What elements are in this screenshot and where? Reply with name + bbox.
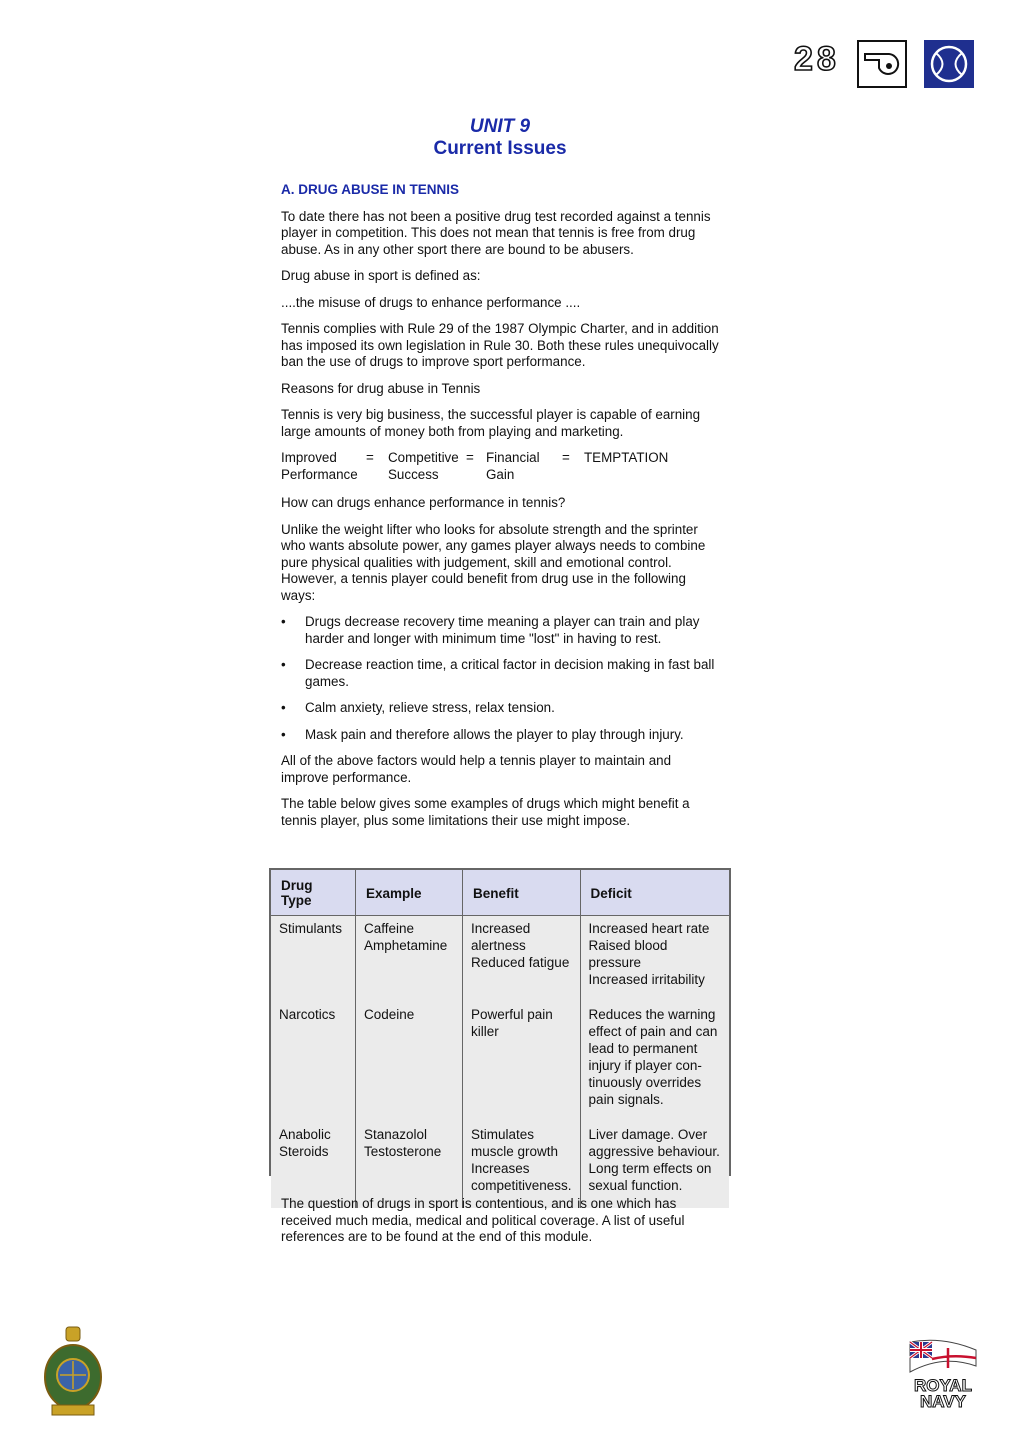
list-item: • Calm anxiety, relieve stress, relax tension.: [281, 700, 555, 715]
bullet-icon: •: [281, 657, 286, 672]
table-cell: Anabolic Steroids: [271, 1108, 356, 1208]
bullet-icon: •: [281, 726, 286, 742]
table-cell: Reduces the warning effect of pain and can lead to permanent injury if player con-tinuously overrides pain signals.: [580, 988, 729, 1108]
list-item: • Decrease reaction time, a critical factor in decision making in fast ball games.: [281, 657, 715, 689]
equation-term: Financial Gain: [486, 450, 540, 482]
drug-table: [269, 868, 731, 1193]
column-header: Example: [356, 870, 463, 916]
table-cell: Codeine: [356, 988, 463, 1108]
bullet-icon: •: [281, 700, 286, 715]
royal-navy-logo: [908, 1338, 978, 1418]
paragraph: Drug abuse in sport is defined as:: [281, 268, 481, 283]
paragraph: All of the above factors would help a tennis player to maintain and improve performance.: [281, 753, 672, 785]
paragraph: To date there has not been a positive drug test recorded against a tennis player in competition. This does not mean that tennis is free from drug abuse. As in any other sport there are bound to be abusers.: [281, 208, 711, 257]
table-cell: Caffeine Amphetamine: [356, 916, 463, 989]
table-row: [271, 1108, 729, 1208]
paragraph: Tennis is very big business, the successful player is capable of earning large amounts of money both from playing and marketing.: [281, 407, 701, 439]
table-cell: Liver damage. Over aggressive behaviour. Long term effects on sexual function.: [580, 1108, 729, 1208]
table-cell: Increased heart rate Raised blood pressure Increased irritability: [580, 916, 729, 989]
whistle-icon: [857, 40, 907, 88]
section-title: A. DRUG ABUSE IN TENNIS: [281, 182, 460, 197]
closing-paragraph: The question of drugs in sport is contentious, and is one which has received much media, medical and political coverage. A list of useful references are to be found at the end of this module.: [281, 1196, 685, 1244]
temptation-equation: [281, 450, 721, 483]
bullet-icon: •: [281, 614, 286, 629]
page-number: 28: [794, 40, 840, 78]
section-a-content: [281, 182, 721, 839]
table-row: [271, 916, 729, 989]
column-header: Deficit: [580, 870, 729, 916]
column-header: Drug Type: [271, 870, 356, 916]
table-cell: Stimulates muscle growth Increases competitiveness.: [463, 1108, 581, 1208]
column-header: Benefit: [463, 870, 581, 916]
equation-result: TEMPTATION: [584, 450, 669, 465]
equation-term: Improved Performance: [281, 450, 358, 482]
royal-marines-crest-icon: [40, 1325, 106, 1420]
table-header-row: [271, 870, 729, 916]
list-item: • Mask pain and therefore allows the player to play through injury.: [281, 726, 684, 742]
equation-operator: =: [366, 450, 374, 465]
definition-quote: ....the misuse of drugs to enhance performance ....: [281, 294, 581, 310]
tennis-ball-icon: [924, 40, 974, 88]
paragraph: Unlike the weight lifter who looks for absolute strength and the sprinter who wants absolute power, any games player always needs to combine pure physical qualities with judgement, skill and emotional control. However, a tennis player could benefit from drug use in the following ways:: [281, 521, 706, 603]
royal-navy-logo-text: ROYAL NAVY: [914, 1376, 972, 1411]
equation-operator: =: [562, 450, 570, 465]
equation-term: Competitive Success: [388, 450, 459, 482]
unit-heading: [0, 116, 1000, 160]
table-cell: Powerful pain killer: [463, 988, 581, 1108]
unit-subtitle: Current Issues: [433, 138, 567, 159]
unit-title: UNIT 9: [469, 116, 531, 137]
table-cell: Stimulants: [271, 916, 356, 989]
paragraph: Tennis complies with Rule 29 of the 1987 Olympic Charter, and in addition has imposed its own legislation in Rule 30. Both these rules unequivocally ban the use of drugs to improve sport performance.: [281, 321, 719, 369]
table-cell: Stanazolol Testosterone: [356, 1108, 463, 1208]
table-cell: Narcotics: [271, 988, 356, 1108]
paragraph: The table below gives some examples of drugs which might benefit a tennis player, plus some limitations their use might impose.: [281, 796, 690, 828]
subheading-how: How can drugs enhance performance in tennis?: [281, 495, 566, 510]
benefits-list: [281, 614, 721, 743]
list-item: • Drugs decrease recovery time meaning a player can train and play harder and longer with minimum time "lost" in having to rest.: [281, 614, 700, 646]
table-cell: Increased alertness Reduced fatigue: [463, 916, 581, 989]
equation-operator: =: [466, 450, 474, 465]
table-row: [271, 988, 729, 1108]
subheading-reasons: Reasons for drug abuse in Tennis: [281, 380, 481, 396]
